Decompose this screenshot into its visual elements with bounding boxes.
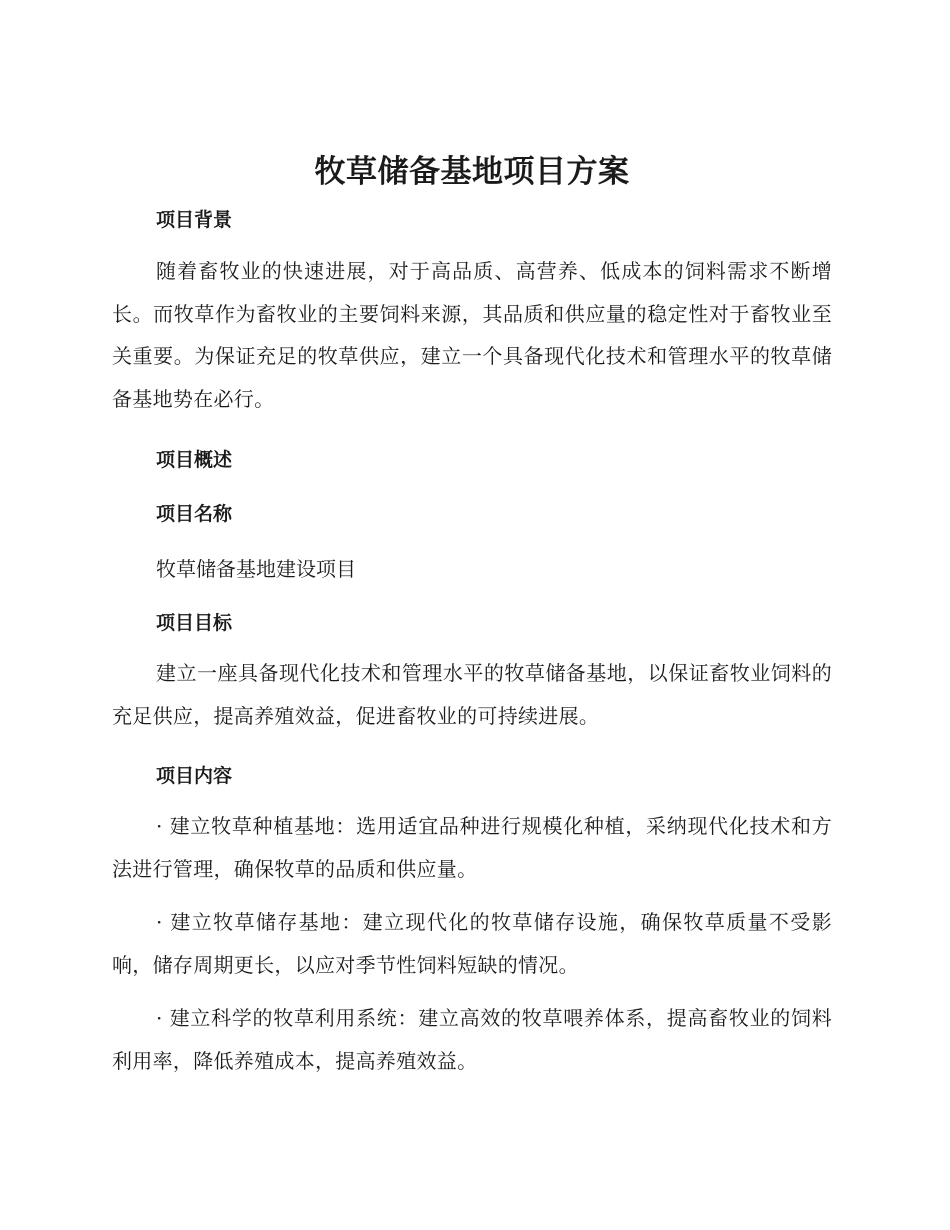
content-list-item: · 建立科学的牧草利用系统：建立高效的牧草喂养体系，提高畜牧业的饲料利用率，降低养殖成本，提高养殖效益。	[112, 1006, 832, 1073]
section-heading-project-content: 项目内容	[156, 765, 233, 787]
project-goal-paragraph: 建立一座具备现代化技术和管理水平的牧草储备基地，以保证畜牧业饲料的充足供应，提高养殖效益，促进畜牧业的可持续进展。	[112, 661, 832, 728]
project-name-value: 牧草储备基地建设项目	[156, 557, 356, 581]
section-heading-project-name: 项目名称	[156, 503, 233, 525]
section-heading-background: 项目背景	[156, 209, 233, 231]
section-heading-overview: 项目概述	[156, 449, 233, 471]
document-body	[112, 148, 832, 1082]
content-list-item: · 建立牧草种植基地：选用适宜品种进行规模化种植，采纳现代化技术和方法进行管理，确保牧草的品质和供应量。	[112, 814, 832, 881]
content-list-item: · 建立牧草储存基地：建立现代化的牧草储存设施，确保牧草质量不受影响，储存周期更长，以应对季节性饲料短缺的情况。	[112, 910, 832, 977]
background-paragraph: 随着畜牧业的快速进展，对于高品质、高营养、低成本的饲料需求不断增长。而牧草作为畜牧业的主要饲料来源，其品质和供应量的稳定性对于畜牧业至关重要。为保证充足的牧草供应，建立一个具备现代化技术和管理水平的牧草储备基地势在必行。	[112, 259, 832, 411]
document-title: 牧草储备基地项目方案	[314, 154, 630, 190]
section-heading-project-goal: 项目目标	[156, 612, 233, 634]
